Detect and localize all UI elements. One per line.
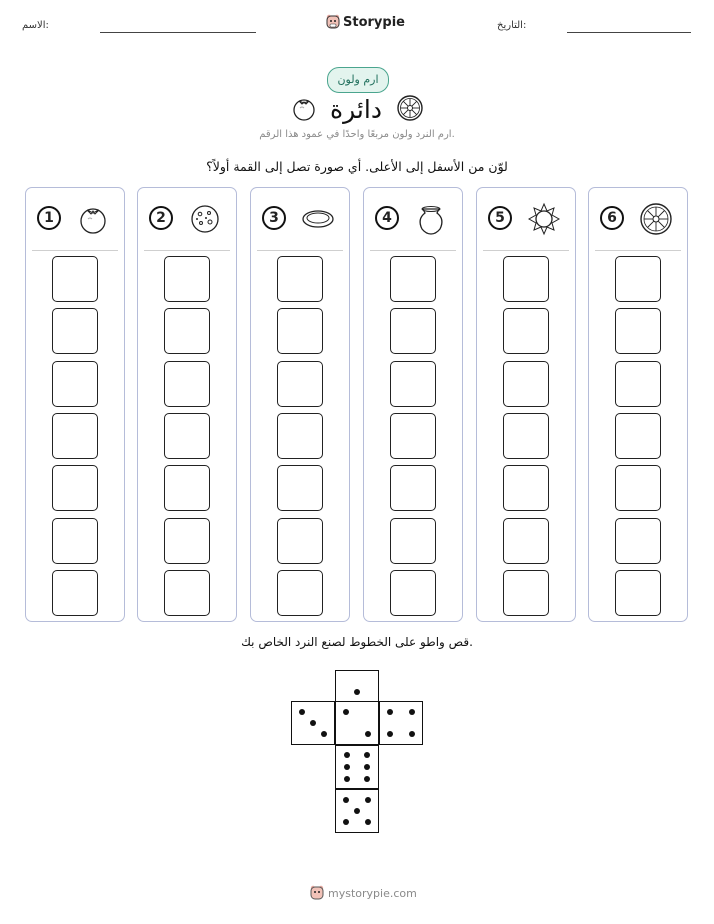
dice-face [335,745,379,789]
color-box[interactable] [52,465,98,511]
color-box[interactable] [390,308,436,354]
color-box[interactable] [52,413,98,459]
dice-pip [364,764,370,770]
dice-pip [365,731,371,737]
dice-pip [321,731,327,737]
color-box[interactable] [52,518,98,564]
color-box[interactable] [390,518,436,564]
column-6 [588,187,688,622]
plate-icon [301,202,335,236]
color-box[interactable] [277,465,323,511]
color-box[interactable] [164,308,210,354]
name-label: الاسم: [22,20,49,31]
roll-and-color-badge: ارم ولون [327,67,389,93]
column-number: 4 [375,206,399,230]
column-number: 6 [600,206,624,230]
color-box[interactable] [164,361,210,407]
dice-pip [409,731,415,737]
dice-pip [299,709,305,715]
color-box[interactable] [503,361,549,407]
color-box[interactable] [615,570,661,616]
color-box[interactable] [277,570,323,616]
dice-pip [364,752,370,758]
page-title: دائرة [330,95,382,124]
dice-face [291,701,335,745]
color-box[interactable] [52,361,98,407]
color-box[interactable] [615,413,661,459]
dice-pip [354,808,360,814]
column-divider [144,250,230,251]
tomato-icon [76,202,110,236]
color-box[interactable] [164,570,210,616]
column-2 [137,187,237,622]
color-box[interactable] [615,256,661,302]
dice-pip [387,731,393,737]
column-4 [363,187,463,622]
dice-pip [365,819,371,825]
color-box[interactable] [52,256,98,302]
pot-icon [414,202,448,236]
color-box[interactable] [390,570,436,616]
color-box[interactable] [277,308,323,354]
storypie-mascot-icon [326,14,340,30]
dice-pip [344,752,350,758]
dice-pip [310,720,316,726]
color-box[interactable] [164,413,210,459]
column-1 [25,187,125,622]
column-5 [476,187,576,622]
color-box[interactable] [164,518,210,564]
color-box[interactable] [52,308,98,354]
color-box[interactable] [503,465,549,511]
date-field[interactable] [567,32,691,33]
dice-face [379,701,423,745]
color-box[interactable] [277,361,323,407]
color-box[interactable] [503,256,549,302]
dice-pip [387,709,393,715]
logo-text: Storypie [343,14,405,30]
dice-pip [343,819,349,825]
name-field[interactable] [100,32,256,33]
footer [310,885,417,901]
subtitle: ارم النرد ولون مربعًا واحدًا في عمود هذا الرقم. [259,129,455,140]
cookie-icon [188,202,222,236]
color-box[interactable] [503,570,549,616]
dice-face [335,789,379,833]
wheel-icon [639,202,673,236]
column-number: 3 [262,206,286,230]
sun-icon [527,202,561,236]
instruction-text: لوّن من الأسفل إلى الأعلى. أي صورة تصل إلى القمة أولاً؟ [206,159,508,174]
column-number: 2 [149,206,173,230]
color-box[interactable] [615,465,661,511]
cut-instruction: قص واطو على الخطوط لصنع النرد الخاص بك. [241,635,473,649]
footer-url[interactable]: mystorypie.com [328,886,417,900]
color-box[interactable] [277,518,323,564]
color-box[interactable] [615,308,661,354]
color-box[interactable] [390,413,436,459]
column-divider [370,250,456,251]
column-number: 5 [488,206,512,230]
dice-pip [343,797,349,803]
storypie-logo [326,14,405,30]
dice-pip [354,689,360,695]
wheel-icon [396,94,424,122]
dice-pip [344,764,350,770]
dice-pip [409,709,415,715]
column-divider [595,250,681,251]
color-box[interactable] [503,308,549,354]
column-divider [483,250,569,251]
color-box[interactable] [277,413,323,459]
color-box[interactable] [164,465,210,511]
column-divider [32,250,118,251]
color-box[interactable] [390,256,436,302]
color-box[interactable] [390,465,436,511]
dice-pip [344,776,350,782]
column-3 [250,187,350,622]
date-label: التاريخ: [497,20,527,31]
column-divider [257,250,343,251]
tomato-icon [290,94,318,122]
color-box[interactable] [503,413,549,459]
color-box[interactable] [390,361,436,407]
color-box[interactable] [164,256,210,302]
dice-pip [365,797,371,803]
color-box[interactable] [277,256,323,302]
color-box[interactable] [503,518,549,564]
dice-face [335,701,379,745]
storypie-mascot-icon [310,885,324,901]
dice-pip [343,709,349,715]
color-box[interactable] [615,518,661,564]
color-box[interactable] [615,361,661,407]
column-number: 1 [37,206,61,230]
dice-pip [364,776,370,782]
color-box[interactable] [52,570,98,616]
